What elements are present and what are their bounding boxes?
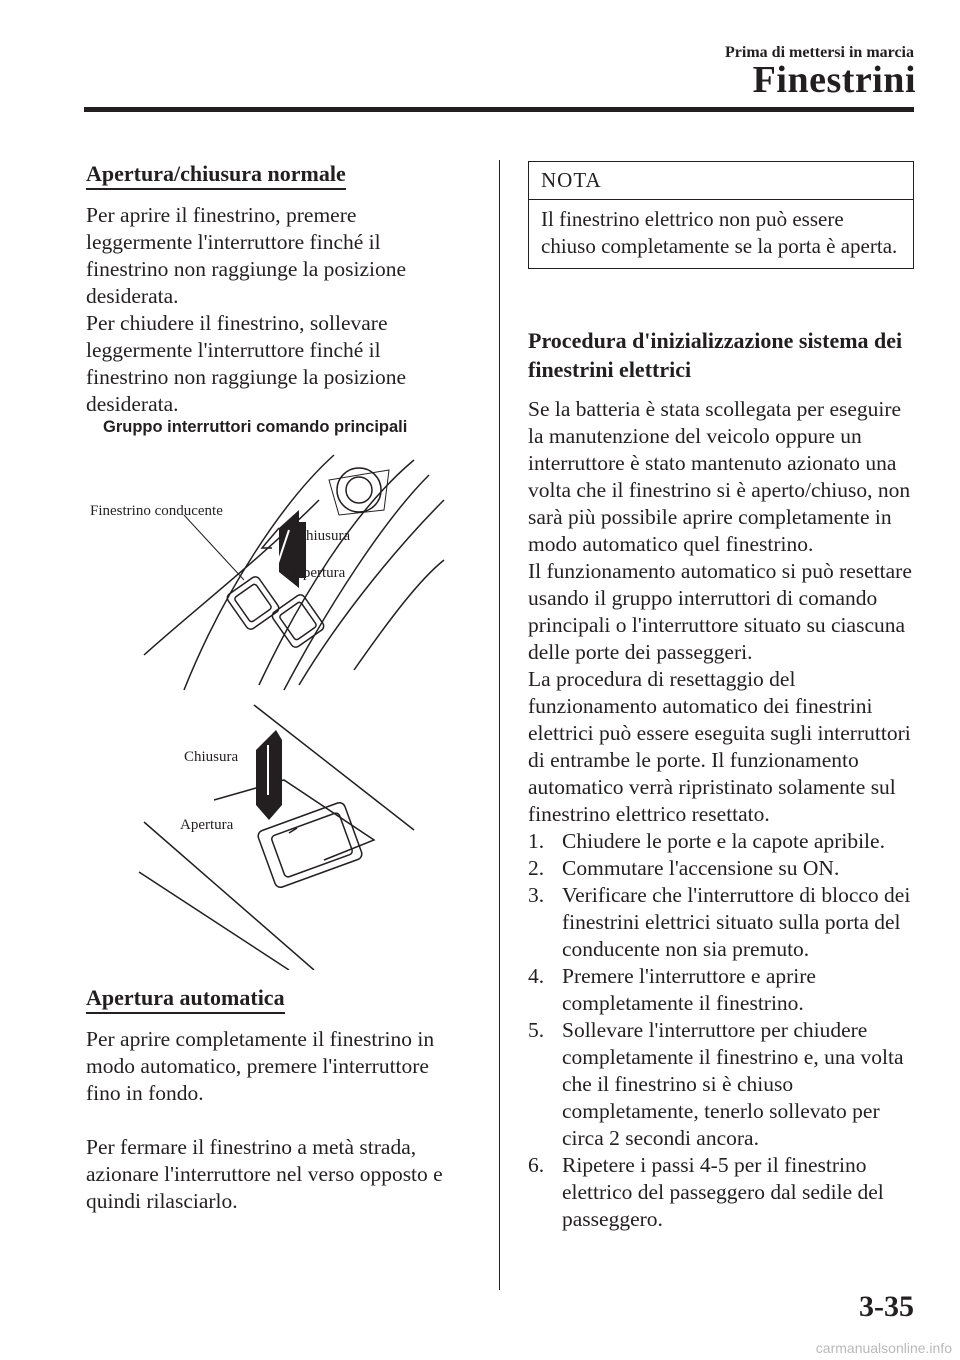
paragraph-auto-open: Per aprire completamente il finestrino in modo automatico, premere l'interruttore fino in fondo. <box>86 1027 435 1105</box>
heading-initialization: Procedura d'inizializzazione sistema dei finestrini elettrici <box>528 328 903 382</box>
label-open-lower: Apertura <box>180 817 234 833</box>
figure-title: Gruppo interruttori comando principali <box>103 418 408 436</box>
step-item: 3. Verificare che l'interruttore di blocco dei finestrini elettrici situato sulla porta del conducente non sia premuto. <box>528 883 911 961</box>
label-close-lower: Chiusura <box>184 749 239 765</box>
step-item: 1. Chiudere le porte e la capote apribile. <box>528 829 885 853</box>
switch-illustration <box>84 440 474 970</box>
page-title: Finestrini <box>752 59 916 101</box>
watermark: carmanualsonline.info <box>815 1340 952 1356</box>
column-divider <box>499 160 500 1290</box>
heading-auto-open: Apertura automatica <box>86 984 285 1014</box>
paragraph-reset: Il funzionamento automatico si può resettare usando il gruppo interruttori di comando principali o l'interruttore situato su ciascuna delle porte dei passeggeri. <box>528 559 912 664</box>
paragraph-stop: Per fermare il finestrino a metà strada, azionare l'interruttore nel verso opposto e quindi rilasciarlo. <box>86 1135 443 1213</box>
steps-list <box>528 828 920 1233</box>
note-heading: NOTA <box>529 162 913 200</box>
header-rule <box>84 107 914 112</box>
page-number: 3-35 <box>859 1290 914 1323</box>
label-driver-window: Finestrino conducente <box>90 503 223 519</box>
section-title: Prima di mettersi in marcia <box>725 44 914 61</box>
step-item: 6. Ripetere i passi 4-5 per il finestrino elettrico del passeggero dal sedile del passeggero. <box>528 1153 884 1231</box>
note-box <box>528 161 914 269</box>
step-item: 5. Sollevare l'interruttore per chiudere completamente il finestrino e, una volta che il finestrino si è chiuso completamente, tenerlo sollevato per circa 2 secondi ancora. <box>528 1018 904 1150</box>
label-open-upper: Apertura <box>292 565 346 581</box>
paragraph-battery: Se la batteria è stata scollegata per eseguire la manutenzione del veicolo oppure un interruttore è stato mantenuto azionato una volta che il finestrino si è aperto/chiuso, non sarà più possibile aprire completamente in modo automatico quel finestrino. <box>528 397 911 556</box>
paragraph-close: Per chiudere il finestrino, sollevare leggermente l'interruttore finché il finestrino non raggiunge la posizione desiderata. <box>86 311 407 416</box>
left-column-bottom <box>86 984 466 1215</box>
step-item: 2. Commutare l'accensione su ON. <box>528 856 840 880</box>
label-close-upper: Chiusura <box>296 528 351 544</box>
note-body: Il finestrino elettrico non può essere chiuso completamente se la porta è aperta. <box>541 207 898 258</box>
step-item: 4. Premere l'interruttore e aprire completamente il finestrino. <box>528 964 816 1015</box>
paragraph-procedure: La procedura di resettaggio del funzionamento automatico dei finestrini elettrici può essere eseguita sugli interruttori di entrambe le porte. Il funzionamento automatico verrà ripristinato solamente sul finestrino elettrico resettato. <box>528 667 911 826</box>
heading-normal-operation: Apertura/chiusura normale <box>86 160 346 190</box>
right-column <box>528 326 920 1233</box>
paragraph-open: Per aprire il finestrino, premere leggermente l'interruttore finché il finestrino non raggiunge la posizione desiderata. <box>86 203 407 308</box>
left-column-top <box>86 160 466 418</box>
